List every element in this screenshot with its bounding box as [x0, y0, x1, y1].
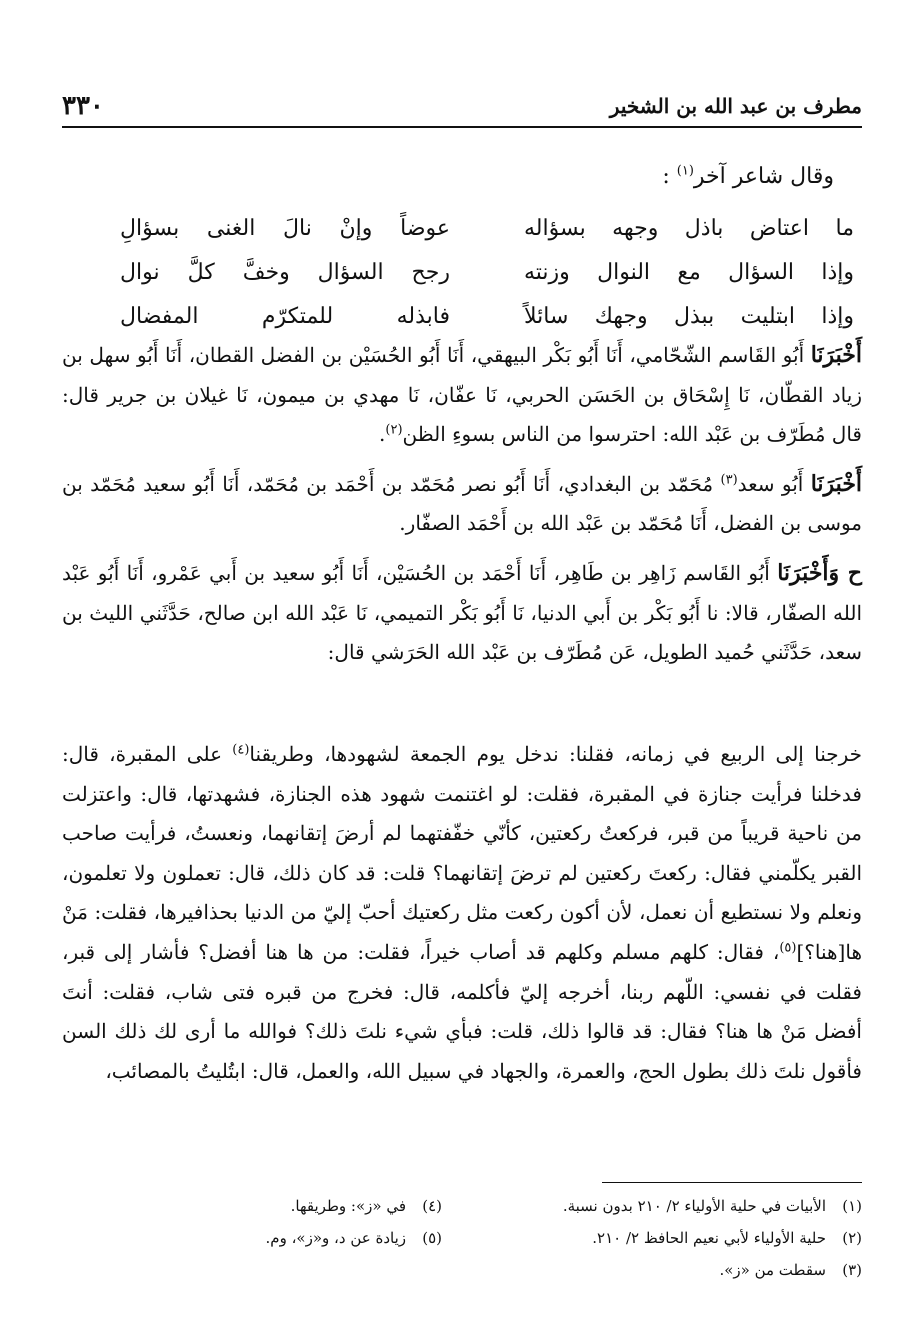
narrative-text: خرجنا إلى الربيع في زمانه، فقلنا: ندخل يوم الجمعة لشهودها، وطريقنا: [249, 742, 862, 766]
verse-second-hemistich: عوضاً وإنْ نالَ الغنى بسؤالِ: [120, 215, 450, 241]
footnote: [62, 1229, 442, 1247]
footnote: [482, 1229, 862, 1247]
footnote-ref: (١): [676, 163, 694, 179]
isnad-text: أَبُو القَاسم زَاهِر بن طَاهِر، أَنَا أَحْمَد بن الحُسَيْن، أَنَا أَبُو سعيد بن أَبي عَمْرو، أَنَا أَبُو عَبْد الله الصفّار، قالا: نا أَبُو بَكْر بن أَبي الدنيا، نَا أَبُو بَكْر التميمي، نَا عَبْد الله ابن صالح، حَدَّثَني الليث بن سعد، حَدَّثَني حُميد الطويل، عَن مُطَرّف بن عَبْد الله الحَرَشي قال:: [62, 560, 862, 665]
running-header: [62, 86, 862, 128]
footnote-ref: (٢): [385, 422, 403, 438]
verse-first-hemistich: وإذا ابتليت ببذل وجهك سائلاً: [524, 303, 854, 329]
isnad-text: مُحَمّد بن البغدادي، أَنَا أَبُو نصر مُحَمّد بن أَحْمَد بن مُحَمّد، أَنَا أَبُو سعيد مُحَمّد بن موسى بن الفضل، أَنَا مُحَمّد بن عَبْد الله بن أَحْمَد الصفّار.: [62, 471, 862, 536]
narrative-paragraph: [62, 735, 862, 1091]
footnote-separator: [602, 1182, 862, 1183]
narrative-text: ، فقال: كلهم مسلم وكلهم قد أصاب خيراً، فقلت: من ها هنا أفضل؟ فأشار إلى قبر، فقلت في نفسي: اللّهم ربنا، أخرجه إليّ فأكلمه، قال: فخرج من قبره فتى شاب، فقلت: أنتَ أفضل مَنْ ها هنا؟ فقال: قد قالوا ذلك، قلت: فبأي شيء نلتَ ذلك؟ فوالله ما أرى لك ذلك السن فأقول نلتَ ذلك بطول الحج، والعمرة، والجهاد في سبيل الله، والعمل، قال: ابتُليتُ بالمصائب،: [62, 939, 862, 1083]
running-title: مطرف بن عبد الله بن الشخير: [609, 94, 862, 118]
footnote-row: [62, 1254, 862, 1286]
poem-verse: [120, 206, 854, 250]
footnotes: [62, 1190, 862, 1286]
isnad-section: [62, 336, 862, 673]
footnote-ref: (٥): [779, 940, 797, 956]
footnote-text: حلية الأولياء لأبي نعيم الحافظ ٢/ ٢١٠.: [592, 1229, 826, 1247]
footnote: [62, 1197, 442, 1215]
verse-second-hemistich: رجح السؤال وخفَّ كلَّ نوال: [120, 259, 450, 285]
isnad-text: أَبُو القَاسم الشّحّامي، أَنَا أَبُو بَكْر البيهقي، أَنَا أَبُو الحُسَيْن بن الفضل القطان، أَنَا أَبُو سهل بن زياد القطّان، نَا إِسْحَاق بن الحَسَن الحربي، نَا عفّان، نَا مهدي بن ميمون، نَا غيلان بن جرير قال: قال مُطَرّف بن عَبْد الله: احترسوا من الناس بسوءِ الظن: [62, 343, 862, 447]
isnad-end: .: [379, 422, 386, 447]
footnote-row: [62, 1190, 862, 1222]
footnote-text: سقطت من «ز».: [719, 1261, 826, 1279]
poem-intro-text: وقال شاعر آخر: [693, 164, 834, 189]
isnad-text: أَبُو سعد: [737, 471, 804, 496]
footnote: [482, 1197, 862, 1215]
footnote-ref: (٤): [232, 742, 250, 758]
poem: [120, 206, 854, 338]
footnote-number: (١): [842, 1197, 862, 1215]
isnad-lead: ح وَأَخْبَرَنَا: [777, 559, 862, 586]
footnote-text: زيادة عن د، و«ز»، وم.: [265, 1229, 406, 1247]
poem-verse: [120, 250, 854, 294]
verse-second-hemistich: فابذله للمتكرّم المفضال: [120, 303, 450, 329]
page-number: ٣٣٠: [62, 91, 104, 121]
footnote: [472, 1261, 862, 1279]
isnad-paragraph: [62, 465, 862, 544]
footnote-number: (٣): [842, 1261, 862, 1279]
verse-first-hemistich: ما اعتاض باذل وجهه بسؤاله: [524, 215, 854, 241]
footnote-number: (٢): [842, 1229, 862, 1247]
poem-verse: [120, 294, 854, 338]
poem-intro-colon: :: [662, 164, 670, 189]
isnad-lead: أَخْبَرَنَا: [810, 342, 863, 368]
poem-intro: [662, 164, 834, 189]
isnad-paragraph: [62, 336, 862, 455]
narrative-text: على المقبرة، قال: فدخلنا فرأيت جنازة في المقبرة، فقلت: لو اغتنمت شهود هذه الجنازة، فشهدتها، قال: واعتزلت من ناحية قريباً من قبر، فركعتُ ركعتين، كأنّي خفّفتهما لم أرضَ إتقانهما، ونعستُ، فرأيت صاحب القبر يكلّمني فقال: ركعتَ ركعتين لم ترضَ إتقانهما؟ قلت: قد كان ذلك، قال: تعملون ولا تعلمون، ونعلم ولا نستطيع أن نعمل، لأن أكون ركعت مثل ركعتيك أحبّ إليّ من الدنيا بحذافيرها، فقلت: مَنْ ها[هنا؟]: [62, 742, 862, 964]
footnote-row: [62, 1222, 862, 1254]
verse-first-hemistich: وإذا السؤال مع النوال وزنته: [524, 259, 854, 285]
footnote-text: في «ز»: وطريقها.: [290, 1197, 406, 1215]
isnad-paragraph: [62, 554, 862, 673]
footnote-number: (٤): [422, 1197, 442, 1215]
footnote-ref: (٣): [720, 472, 738, 488]
isnad-lead: أَخْبَرَنَا: [810, 470, 863, 497]
footnote-text: الأبيات في حلية الأولياء ٢/ ٢١٠ بدون نسبة.: [562, 1197, 826, 1215]
footnote-number: (٥): [422, 1229, 442, 1247]
